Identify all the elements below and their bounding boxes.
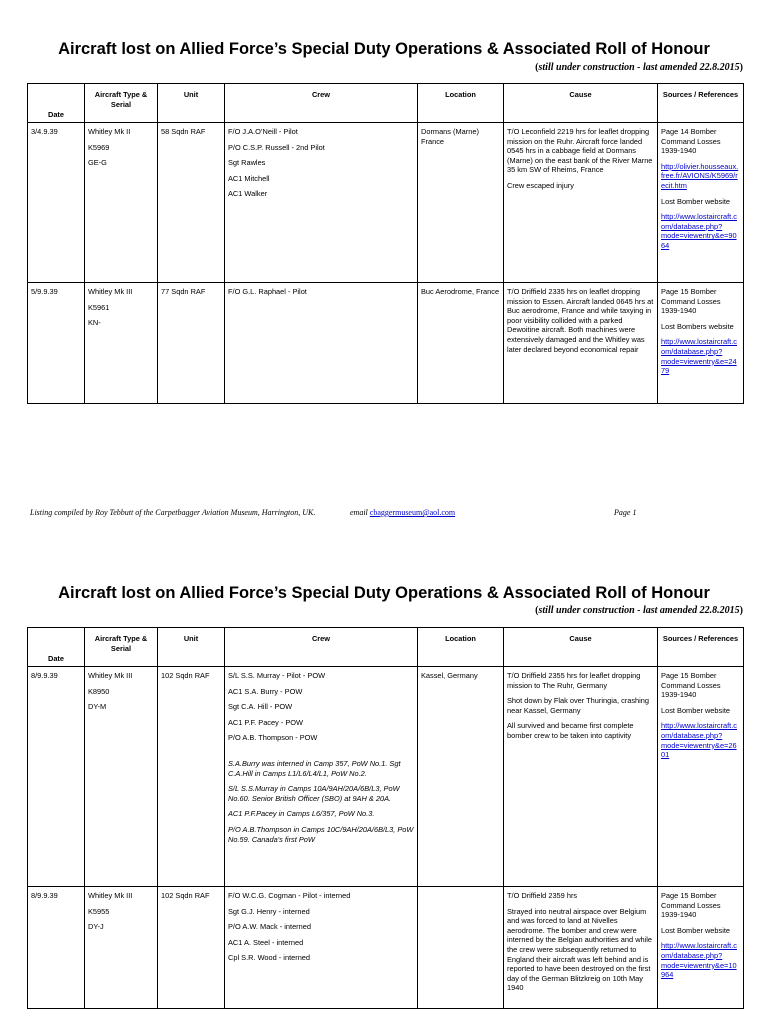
table-row <box>28 667 744 887</box>
source-text: Lost Bomber website <box>661 705 731 715</box>
cause-cell <box>504 667 658 887</box>
crew-member: AC1 Mitchell <box>228 173 270 183</box>
table-header-row <box>28 84 744 123</box>
subtitle-suffix: ) <box>739 605 743 616</box>
aircraft-serial: K5961 <box>88 302 110 312</box>
aircraft-code: DY-M <box>88 702 107 712</box>
crew-note: S/L S.S.Murray in Camps 10A/9AH/20A/6B/L3, PoW No.60. Senior British Officer (SBO) at 9AH & 20A. <box>228 784 400 803</box>
header-sources: Sources / References <box>658 628 744 667</box>
aircraft-cell <box>85 887 158 1009</box>
footer-email <box>350 508 455 517</box>
cause-cell <box>504 123 658 283</box>
cause-text: All survived and became first complete bomber crew to be taken into captivity <box>507 721 634 740</box>
sources-cell <box>658 887 744 1009</box>
crew-member: F/O G.L. Raphael - Pilot <box>228 287 307 296</box>
losses-table <box>27 83 744 404</box>
table-row <box>28 123 744 283</box>
crew-member: P/O A.W. Mack - interned <box>228 922 311 932</box>
crew-member: F/O W.C.G. Cogman - Pilot - interned <box>228 891 351 900</box>
location-cell: Dormans (Marne) France <box>418 123 504 283</box>
aircraft-code: GE-G <box>88 158 107 168</box>
crew-member: F/O J.A.O’Neill - Pilot <box>228 127 298 136</box>
source-text: Page 15 Bomber Command Losses 1939-1940 <box>661 671 721 700</box>
cause-text: T/O Driffield 2355 hrs for leaflet dropping mission to The Ruhr, Germany <box>507 671 641 690</box>
page-subtitle <box>535 605 743 616</box>
header-cause: Cause <box>504 628 658 667</box>
cause-cell <box>504 887 658 1009</box>
table-header-row <box>28 628 744 667</box>
cause-text: Strayed into neutral airspace over Belgium and was forced to land at Nivelles aerodrome. The bomber and crew were interned by the Belgian authorities and while the crew were subsequently returned to England their aircraft was left behind and is reported to have been destroyed on the first day of the German Blitzkreig on 10th May 1940 <box>507 906 653 993</box>
unit-cell: 102 Sqdn RAF <box>158 667 225 887</box>
crew-member: P/O C.S.P. Russell - 2nd Pilot <box>228 142 325 152</box>
email-label: email <box>350 508 368 517</box>
aircraft-cell <box>85 667 158 887</box>
crew-member: AC1 S.A. Burry - POW <box>228 686 303 696</box>
source-link[interactable]: http://www.lostaircraft.com/database.php?mode=viewentry&e=10964 <box>661 941 737 980</box>
cause-text: Crew escaped injury <box>507 180 574 190</box>
crew-member: P/O A.B. Thompson - POW <box>228 733 318 743</box>
page-subtitle <box>535 62 743 73</box>
source-link[interactable]: http://www.lostaircraft.com/database.php?mode=viewentry&e=2479 <box>661 337 737 376</box>
aircraft-type: Whitley Mk III <box>88 671 133 680</box>
header-aircraft: Aircraft Type & Serial <box>85 84 158 123</box>
sources-cell <box>658 667 744 887</box>
crew-cell <box>225 667 418 887</box>
source-text: Lost Bomber website <box>661 925 731 935</box>
header-crew: Crew <box>225 628 418 667</box>
source-link[interactable]: http://olivier.housseaux.free.fr/AVIONS/K5969/recit.htm <box>661 161 739 190</box>
crew-member: Sgt C.A. Hill - POW <box>228 702 293 712</box>
cause-text: T/O Driffield 2359 hrs <box>507 891 578 900</box>
cause-cell <box>504 283 658 404</box>
page-2 <box>0 572 768 1024</box>
cause-text: Shot down by Flak over Thuringia, crashing near Kassel, Germany <box>507 696 650 715</box>
source-text: Page 14 Bomber Command Losses 1939-1940 <box>661 127 721 156</box>
header-sources: Sources / References <box>658 84 744 123</box>
crew-member: AC1 A. Steel - interned <box>228 937 304 947</box>
subtitle-prefix: ( <box>535 62 539 73</box>
source-text: Lost Bomber website <box>661 196 731 206</box>
crew-member: Sgt G.J. Henry - interned <box>228 906 310 916</box>
date-cell: 5/9.9.39 <box>28 283 85 404</box>
crew-member: S/L S.S. Murray - Pilot - POW <box>228 671 326 680</box>
sources-cell <box>658 283 744 404</box>
aircraft-cell <box>85 283 158 404</box>
header-aircraft: Aircraft Type & Serial <box>85 628 158 667</box>
date-cell: 8/9.9.39 <box>28 887 85 1009</box>
header-location: Location <box>418 84 504 123</box>
table-row <box>28 283 744 404</box>
date-cell: 3/4.9.39 <box>28 123 85 283</box>
aircraft-code: KN- <box>88 318 101 328</box>
location-cell: Buc Aerodrome, France <box>418 283 504 404</box>
subtitle-text: still under construction - last amended 22.8.2015 <box>538 605 740 616</box>
aircraft-serial: K5969 <box>88 142 110 152</box>
crew-member: AC1 P.F. Pacey - POW <box>228 717 304 727</box>
page-title: Aircraft lost on Allied Force’s Special Duty Operations & Associated Roll of Honour <box>58 40 710 58</box>
source-text: Page 15 Bomber Command Losses 1939-1940 <box>661 891 721 920</box>
header-unit: Unit <box>158 84 225 123</box>
crew-member: Sgt Rawles <box>228 158 266 168</box>
aircraft-serial: K8950 <box>88 686 110 696</box>
cause-text: T/O Leconfield 2219 hrs for leaflet dropping mission on the Ruhr. Aircraft force landed 0545 hrs in a cabbage field at Dormans (Marne) on the east bank of the River Marne 35 km SW of Rheims, France <box>507 127 653 175</box>
aircraft-type: Whitley Mk III <box>88 287 133 296</box>
footer-page-number: Page 1 <box>614 508 637 517</box>
table-row <box>28 887 744 1009</box>
source-link[interactable]: http://www.lostaircraft.com/database.php?mode=viewentry&e=2601 <box>661 721 737 760</box>
header-crew: Crew <box>225 84 418 123</box>
footer-compiled: Listing compiled by Roy Tebbutt of the Carpetbagger Aviation Museum, Harrington, UK. <box>30 508 316 517</box>
source-link[interactable]: http://www.lostaircraft.com/database.php?mode=viewentry&e=9064 <box>661 212 737 250</box>
crew-note: S.A.Burry was interned in Camp 357, PoW No.1. Sgt C.A.Hill in Camps L1/L6/L4/L1, PoW No.2. <box>228 758 401 778</box>
header-date: Date <box>28 84 85 123</box>
page-title: Aircraft lost on Allied Force’s Special Duty Operations & Associated Roll of Honour <box>58 584 710 602</box>
email-link[interactable]: cbaggermuseum@aol.com <box>369 508 456 517</box>
sources-cell <box>658 123 744 283</box>
page-footer <box>30 508 750 517</box>
crew-note: AC1 P.F.Pacey in Camps L6/357, PoW No.3. <box>228 809 375 819</box>
date-cell: 8/9.9.39 <box>28 667 85 887</box>
subtitle-suffix: ) <box>739 62 743 73</box>
source-text: Lost Bombers website <box>661 321 734 331</box>
crew-cell <box>225 283 418 404</box>
crew-member: AC1 Walker <box>228 189 268 199</box>
header-cause: Cause <box>504 84 658 123</box>
source-text: Page 15 Bomber Command Losses 1939-1940 <box>661 287 721 316</box>
location-cell: Kassel, Germany <box>418 667 504 887</box>
cause-text: T/O Driffield 2335 hrs on leaflet dropping mission to Essen. Aircraft landed 0645 hrs at Buc aerodrome, France and while taxying in poor visibility collided with a parked Dewoitine aircraft. Both machines were extensively damaged and the Whitley was later declared beyond economical repair <box>507 287 654 354</box>
subtitle-prefix: ( <box>535 605 539 616</box>
crew-cell <box>225 887 418 1009</box>
location-cell <box>418 887 504 1009</box>
crew-member: Cpl S.R. Wood - interned <box>228 953 311 963</box>
subtitle-text: still under construction - last amended 22.8.2015 <box>538 62 740 73</box>
header-unit: Unit <box>158 628 225 667</box>
aircraft-type: Whitley Mk II <box>88 127 131 136</box>
losses-table <box>27 627 744 1009</box>
aircraft-serial: K5955 <box>88 906 110 916</box>
header-date: Date <box>28 628 85 667</box>
unit-cell: 58 Sqdn RAF <box>158 123 225 283</box>
aircraft-type: Whitley Mk III <box>88 891 133 900</box>
unit-cell: 77 Sqdn RAF <box>158 283 225 404</box>
aircraft-cell <box>85 123 158 283</box>
aircraft-code: DY-J <box>88 922 104 932</box>
header-location: Location <box>418 628 504 667</box>
crew-note: P/O A.B.Thompson in Camps 10C/9AH/20A/6B/L3, PoW No.59. Canada's first PoW <box>228 824 414 844</box>
unit-cell: 102 Sqdn RAF <box>158 887 225 1009</box>
crew-cell <box>225 123 418 283</box>
